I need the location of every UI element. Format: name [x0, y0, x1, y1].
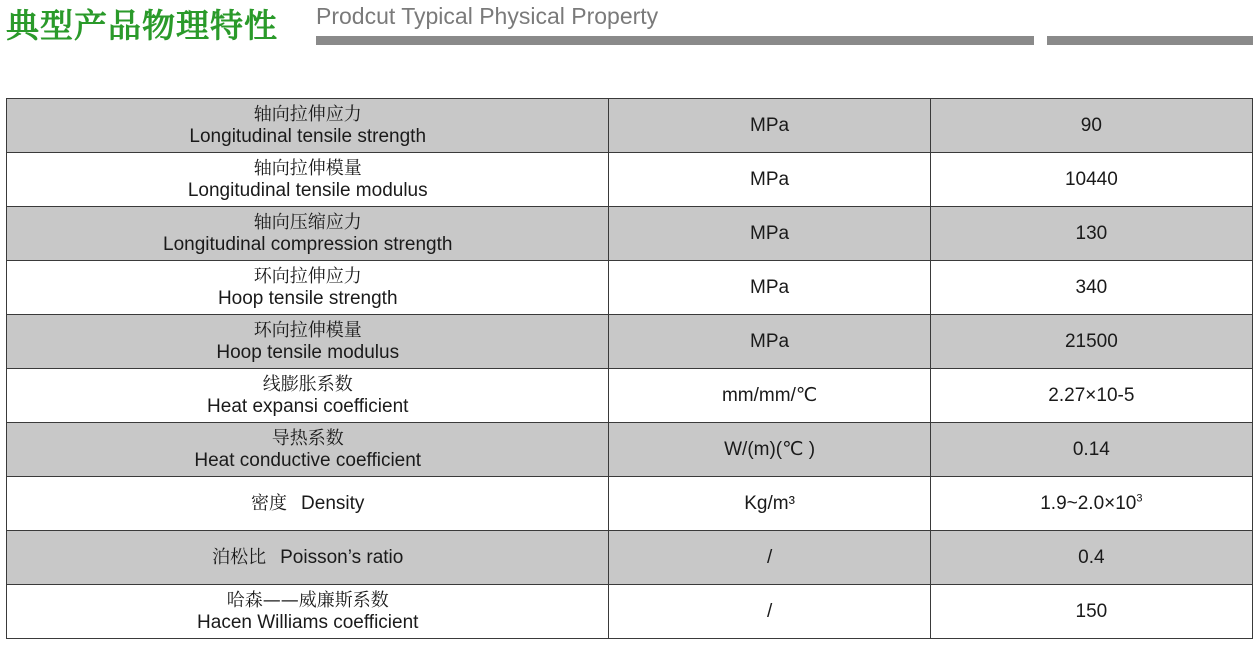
physical-property-table	[6, 98, 1253, 639]
property-name-cn: 轴向压缩应力	[253, 211, 362, 233]
table-row	[7, 477, 1253, 531]
property-unit: /	[609, 585, 930, 639]
header-divider-main	[316, 36, 1034, 45]
property-value: 0.4	[930, 531, 1252, 585]
property-unit: Kg/m³	[609, 477, 930, 531]
property-value: 10440	[930, 153, 1252, 207]
property-name-en: Hoop tensile strength	[217, 287, 398, 309]
property-unit: MPa	[609, 99, 930, 153]
property-name-cell	[7, 261, 609, 315]
property-value-base: 1.9~2.0×10	[1040, 492, 1137, 514]
property-name-cell	[7, 207, 609, 261]
property-unit: MPa	[609, 261, 930, 315]
table-row	[7, 423, 1253, 477]
page-header	[0, 0, 1258, 60]
property-unit: mm/mm/℃	[609, 369, 930, 423]
property-unit: W/(m)(℃ )	[609, 423, 930, 477]
property-name-en: Hoop tensile modulus	[216, 341, 400, 363]
property-name-cell	[7, 315, 609, 369]
property-name-en: Longitudinal compression strength	[163, 233, 453, 255]
property-unit: /	[609, 531, 930, 585]
page-title-english: Prodcut Typical Physical Property	[316, 3, 659, 29]
property-value: 130	[930, 207, 1252, 261]
property-name-cn: 导热系数	[271, 427, 344, 449]
property-value: 21500	[930, 315, 1252, 369]
property-name-cn: 哈森——威廉斯系数	[226, 589, 389, 611]
property-name-cn: 线膨胀系数	[262, 373, 353, 395]
property-name-cell	[7, 369, 609, 423]
property-name-cn: 轴向拉伸应力	[253, 103, 362, 125]
property-name-cn: 环向拉伸应力	[253, 265, 362, 287]
header-divider-end	[1047, 36, 1253, 45]
property-name-en: Density	[301, 492, 365, 514]
property-unit: MPa	[609, 153, 930, 207]
table-row	[7, 369, 1253, 423]
property-value-exponent: 3	[1136, 492, 1143, 505]
table-row	[7, 531, 1253, 585]
table-row	[7, 207, 1253, 261]
property-name-cn: 泊松比	[212, 546, 267, 568]
property-name-en: Heat conductive coefficient	[194, 449, 422, 471]
property-name-cell	[7, 585, 609, 639]
property-name-cn: 轴向拉伸模量	[253, 157, 362, 179]
table-row	[7, 315, 1253, 369]
page-title-chinese: 典型产品物理特性	[6, 6, 278, 45]
property-name-cn: 环向拉伸模量	[253, 319, 362, 341]
property-value: 2.27×10-5	[930, 369, 1252, 423]
table-row	[7, 585, 1253, 639]
property-name-cell	[7, 531, 609, 585]
property-name-cell	[7, 153, 609, 207]
property-value: 90	[930, 99, 1252, 153]
property-name-cell	[7, 423, 609, 477]
property-value: 0.14	[930, 423, 1252, 477]
property-name-en: Hacen Williams coefficient	[197, 611, 419, 633]
property-unit: MPa	[609, 207, 930, 261]
property-value	[930, 477, 1252, 531]
property-name-cell	[7, 99, 609, 153]
property-unit: MPa	[609, 315, 930, 369]
property-name-en: Longitudinal tensile modulus	[187, 179, 428, 201]
property-name-cn: 密度	[251, 492, 288, 514]
property-value: 150	[930, 585, 1252, 639]
table-row	[7, 261, 1253, 315]
property-value: 340	[930, 261, 1252, 315]
property-name-en: Poisson’s ratio	[280, 546, 404, 568]
property-name-cell	[7, 477, 609, 531]
property-name-en: Heat expansi coefficient	[207, 395, 409, 417]
table-row	[7, 153, 1253, 207]
table-row	[7, 99, 1253, 153]
property-name-en: Longitudinal tensile strength	[189, 125, 427, 147]
